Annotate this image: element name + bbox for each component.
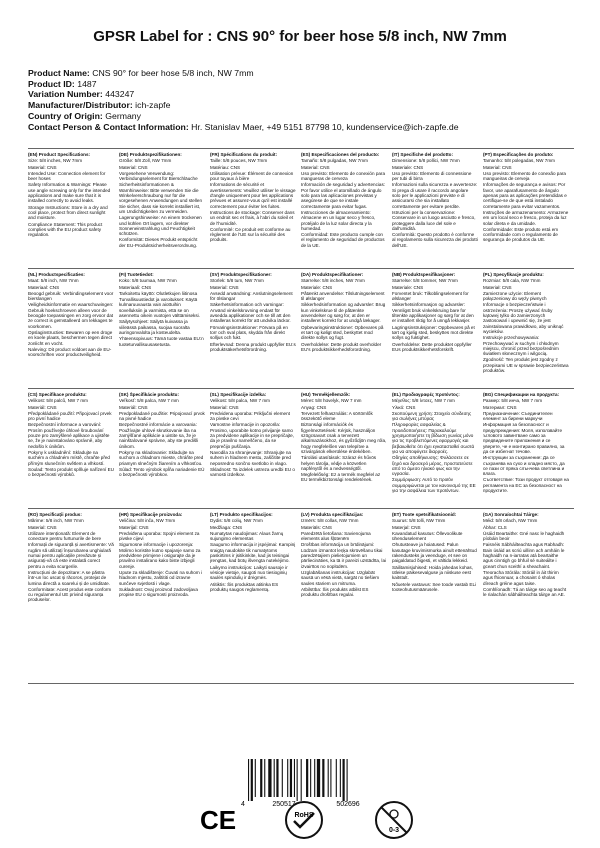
spec-line: Material: CNS [210,404,239,410]
spec-line: Compliance Statement: This product complies with the EU product safety regulation. [28,221,103,238]
spec-line: Efterlevnad: Denna produkt uppfyller EU:s produktsäkerhetsförordning. [210,341,296,352]
barcode-bar [294,759,295,797]
spec-line: Säilytysohjeet: Säilytä kuivassa ja viileässä paikassa, suojaa suoralta auringonvalolta ja kosteudelta. [119,319,190,335]
spec-cell [210,512,296,684]
spec-line: Съответствие: Този продукт отговаря на регламента на ЕС за безопасност на продуктите. [483,477,569,494]
barcode-right-digits: 502696 [336,801,360,807]
spec-line: Předpokládané použití: Připojovací prvek pro pivní hadice [28,410,112,422]
spec-line: Ábhar: CLS [483,524,507,530]
barcode-bar [322,759,324,797]
spec-line: Opbevaringsinstruktioner: Opbevares på et tørt og køligt sted, beskyttet mod direkte sollys og fugt. [301,324,384,341]
spec-line: Veličina: 5/8 inča, NW 7mm [119,518,176,524]
spec-band [28,268,574,388]
page-title: GPSR Label for : CNS 90° for beer hose 5/8 inch, NW 7mm [93,28,507,45]
spec-line: Sigurnosne informacije i upozorenja: Molimo koristite kutno spajanje samo za predviđene primjene i osigurajte da je pravilno instalirano kako biste izbjegli curenje. [119,542,201,569]
spec-heading: (DE) Produktspezifikationen: [119,152,182,157]
spec-cell [301,392,387,508]
barcode-bar [276,759,278,797]
spec-line: Intended Use: Connection element for beer hoses [28,170,106,182]
spec-line: Predviđena uporaba: Spojni element za pivske cijevi [119,530,200,542]
spec-line: Storlek: 5/8 tum, NW 7mm [210,278,264,284]
info-product-id: Product ID: 1487 [28,78,97,89]
spec-line: Material: CNS [119,164,148,170]
spec-line: Materiál: CNS [28,404,57,410]
spec-line: Uso previsto: Elemento de conexión para mangueras de cerveza [301,170,386,182]
spec-line: Naleving: Dit product voldoet aan de EU-voorschriften voor productveiligheid. [28,346,112,358]
spec-line: Sikkerhedsinformation og advarsler: Brug kun vinkelskrue til de påtænkte anvendelser og sørg for, at den er installeret korrekt for at undgå lækager. [301,302,386,324]
spec-heading: (CS) Specifikace produktu: [28,392,87,397]
spec-line: Opslaginstructies: Bewaren op een droge en koele plaats, beschermen tegen direct zonlicht en vocht. [28,329,113,346]
spec-line: Material: CNS [28,524,57,530]
spec-line: Konformität: Dieses Produkt entspricht der EU-Produktsicherheitsverordnung. [119,237,198,248]
spec-line: Koko: 5/8 tuumaa, NW 7mm [119,278,177,284]
spec-heading: (IT) Specifiche del prodotto: [392,152,453,157]
spec-line: Påtænkt anvendelse: Tilslutningselement til ølslanger [301,290,385,302]
spec-line: Instrukcje przechowywania: Przechowywać w suchym i chłodnym miejscu, chronić przed bezpośrednim światłem słonecznym i wilgocią. [483,335,559,357]
spec-cell [28,512,114,684]
spec-line: Tamanho: 5/8 polegadas, NW 7mm [483,158,556,164]
svg-text:RoHS: RoHS [294,812,314,819]
spec-cell [210,152,296,268]
spec-heading: (RO) Specificații produs: [28,512,82,517]
spec-line: Megfelelőség: Ez a termék megfelel az EU termékbiztonsági rendeletének. [301,472,381,483]
spec-line: Dydis: 5/8 colių, NW 7mm [210,518,263,524]
spec-line: Laikymo instrukcijos: Laikyti sausoje ir vėsioje vietoje, saugoti nuo tiesioginių saulės spindulių ir drėgmės. [210,564,288,581]
spec-line: Lagerungshinweise: An einem trockenen und kühlen Ort lagern, vor direkter Sonneneinstrahlung und Feuchtigkeit schützen. [119,215,202,237]
spec-line: Materiál: CNS [119,404,148,410]
spec-line: Soulad: Tento produkt splňuje nařízení EU o bezpečnosti výrobků. [28,466,114,478]
spec-line: Materiaali: CNS [119,284,152,290]
spec-line: Taille: 5/8 pouces, NW 7mm [210,158,268,164]
svg-text:CE: CE [199,805,237,835]
spec-line: Sukladnost: Ovaj proizvod zadovoljava propise EU o sigurnosti proizvoda. [119,586,198,598]
barcode-bar [282,759,283,797]
spec-line: Navodila za shranjevanje: Shranjujte na suhem in hladnem mestu, zaščitite pred neposredno sončno svetlobo in vlago. [210,449,291,466]
spec-line: Pokyny k uskladnění: Skladujte na suchém a chladném místě, chraňte před přímým slunečním světlem a vlhkostí. [28,449,110,466]
spec-heading: (GA) Sonraíochtaí Táirge: [483,512,539,517]
barcode-bar [328,759,329,797]
spec-line: Zgodność: Ten produkt jest zgodny z przepisami UE w sprawie bezpieczeństwa produktów. [483,357,569,374]
ce-mark-icon [198,800,238,840]
spec-line: Dimensione: 5/8 pollici, NW 7mm [392,158,460,164]
spec-line: Materiał: CNS [483,284,512,290]
spec-heading: (PT) Especificações do produto: [483,152,554,157]
svg-text:0-3: 0-3 [388,827,400,834]
spec-line: Säilitamisjuhised: Hoida jahedas kohas, ütleise päikesevalguse ja niiskuse eest kaitstult. [392,564,473,581]
spec-line: Turvallisuustiedot ja varoitukset: Käytä kulmaruuvausta vain aiottuihin sovelluksiin ja varmista, että se on asennettu oikein vuotojen välttämiseksi. [119,297,200,319]
spec-line: Materjal: CNS [392,524,421,530]
spec-line: Suurus: 5/8 tolli, NW 7mm [392,518,446,524]
spec-line: Faisnéis Sábháilteachta agus Rabhadh: Bain úsáid as scriú uillinn ach amháin le haghaidh na n-iarratas atá beartaithe agus cinntigh go bhfuil sé suiteáilte i gceart chun sceithí a sheachaint. [483,542,565,569]
spec-line: Velikost: 5/8 palců, NW 7 mm [28,398,88,404]
barcode-lead-digit: 4 [241,801,245,807]
spec-line: Méret: 5/8 hüvelyk, NW 7 mm [301,398,362,404]
spec-cell [392,392,478,508]
spec-line: Size: 5/8 inches, NW 7mm [28,158,83,164]
product-info [28,68,588,132]
spec-cell [392,272,478,388]
info-product-name: Product Name: CNS 90° for beer hose 5/8 inch, NW 7mm [28,68,254,78]
barcode-bar [248,759,249,801]
spec-line: Maat: 5/8 inch, NW 7mm [28,278,79,284]
spec-line: Materiāls: CNS [301,524,332,530]
spec-cell [392,512,478,684]
barcode-bar [260,759,262,797]
spec-line: Istruzioni per la conservazione: Conservare in un luogo asciutto e fresco, proteggere dalla luce del sole e dall'umidità. [392,209,476,231]
info-manufacturer: Manufacturer/Distributor: ich-zapfe [28,100,171,111]
spec-line: Materijal: CNS [119,524,149,530]
spec-band [28,148,574,268]
barcode-left-digits: 250517 [272,801,296,807]
barcode-bar [255,759,256,797]
spec-line: Bezpečnostní informace a varování: Prosím používejte úhlové šroubování pouze pro zamýšlené aplikace a ujistěte se, že je nainstalováno správně, aby nedošlo k únikům. [28,422,110,449]
spec-heading: (EN) Product Specifications: [28,152,91,157]
spec-line: Veľkosť: 5/8 palca, NW 7 mm [119,398,179,404]
compliance-marks [198,800,428,844]
spec-line: Información de seguridad y advertencias: Por favor utilice el atornillado de ángulo solo para las aplicaciones previstas y asegúrese de que se instale correctamente para evitar fugas. [301,182,386,209]
spec-heading: (LT) Produkto specifikacijos: [210,512,273,517]
spec-line: Treoracha Stórála: Stóráil in áit thirim agus fhionnuar, a chosaint ó sholas díreach gréine agus taise. [483,569,559,586]
spec-heading: (ES) Especificaciones del producto: [301,152,380,157]
barcode-bar [330,759,331,797]
barcode-bar [290,759,292,797]
spec-line: Instrucțiuni de depozitare: A se păstra într-un loc uscat și răcoros, protejat de lumina directă a soarelui și de umiditate. [28,569,110,586]
spec-heading: (SK) Špecifikácie produktu: [119,392,179,397]
spec-line: Μέγεθος: 5/8 ίντσες, NW 7 mm [392,398,455,404]
spec-line: Utilizare intenționată: Element de conectare pentru furtunurile de bere [28,530,102,542]
spec-line: Pokyny na skladovanie: Skladujte na suchom a chladnom mieste, chráňte pred priamym slnečným žiarením a vlhkosťou. [119,449,204,466]
spec-cell [28,152,114,268]
spec-line: Säkerhetsinformation och varningar: Använd vinkelskruvning endast för avsedda applikationer och se till att den installeras korrekt för att undvika läckor. [210,302,291,324]
spec-line: Материал: CNS [483,404,517,410]
spec-line: Conformità: Questo prodotto è conforme al regolamento sulla sicurezza dei prodotti dell'UE. [392,232,478,248]
spec-line: Súlad: Tento výrobok spĺňa nariadenie EÚ o bezpečnosti výrobkov. [119,466,205,478]
spec-line: Tarkoitettu käyttö: Olutletkujen liitinosa [119,290,198,296]
spec-line: Conformitate: Acest produs este conform cu regulamentul UE privind siguranța produselor. [28,586,112,603]
spec-line: Matériau: CNS [210,164,241,170]
spec-heading: (NL) Productspecificaties: [28,272,85,277]
spec-line: Material: CNS [301,164,330,170]
spec-line: Informações de segurança e avisos: Por favor, use aparafusamento de ângulo apenas para as aplicações pretendidas e certifique-se de que está instalado corretamente para evitar vazamentos. [483,182,567,209]
spec-line: Tárolási utasítások: Száraz és hűvös helyen tárolja, védje a közvetlen napfénytől és a nedvességtől. [301,455,377,471]
spec-line: Sicherheitsinformationen & Warnhinweise: Bitte verwenden Sie die Winkelverschraubung nur für die vorgesehenen Anwendungen und stellen Sie sicher, dass sie korrekt installiert ist, um Undichtigkeiten zu vermeiden. [119,182,203,214]
spec-band [28,508,574,684]
spec-cell [483,152,569,268]
spec-line: Comhlíonadh: Tá an táirge seo ag teacht le rialachán sábháilteachta táirge an AE. [483,586,567,598]
barcode-bar [264,759,265,797]
spec-cell [301,512,387,684]
spec-line: Υλικό: CNS [392,404,416,410]
spec-line: Förvaringsinstruktioner: Förvara på en torr och sval plats, skydda från direkt solljus och fukt. [210,324,288,341]
barcode-bar [310,759,311,797]
spec-line: Safety Information & Warnings: Please use angle screwing only for the intended applications and make sure that it is installed correctly to avoid leaks. [28,182,111,204]
spec-line: Uso previsto: Elemento di connessione per tubi di birra [392,170,472,182]
spec-line: Ohutusteave ja hoiatused: Palun kasutage kruvimismurka ainult ettenähtud rakendusteks ja veenduge, et see on paigaldatud õigesti, et vältida lekkeid. [392,542,477,564]
spec-cell [210,392,296,508]
spec-line: Instrucciones de almacenamiento: Almacene en un lugar seco y fresco, protéjalo de la luz solar directa y la humedad. [301,209,376,231]
spec-line: Tervezett felhasználás: A sörtömlők összekötő eleme [301,410,373,422]
spec-line: Materiale: CNS [392,284,424,290]
spec-heading: (HU) Termékjellemzők: [301,392,351,397]
barcode-bar [297,759,298,801]
spec-heading: (ET) Toote spetsifikatsioonid: [392,512,457,517]
spec-line: Συμμόρφωση: Αυτό το προϊόν συμμορφώνεται με τον κανονισμό της ΕΕ για την ασφάλεια των προϊόντων. [392,477,476,494]
spec-line: Οδηγίες αποθήκευσης: Φυλάσσετε σε ξηρό και δροσερό μέρος, προστατεύστε από το άμεσο ηλιακό φως και την υγρασία. [392,455,473,477]
spec-line: Varnostne informacije in opozorila: Prosimo, uporabite kotno privijanje samo za predvidene aplikacije in se prepričajte, da je pravilno nameščeno, da se preprečijo puščanja. [210,422,295,449]
spec-line: Úsáid Beartaithe: Gné nasc le haghaidh píobáin beoir [483,530,565,542]
spec-line: Materiaal: CNS [28,284,60,290]
spec-line: Предназначение: Съединителен елемент за бирени маркучи [483,410,553,422]
spec-cell [119,392,205,508]
spec-line: Lagringsinstruksjoner: Oppbevares på et tørt og kjølig sted, beskyttes mot direkte sollys og fuktighet. [392,324,475,341]
barcode-bar [314,759,315,797]
spec-line: Informations de sécurité et avertissements: Veuillez utiliser le vissage d'angle uniquement pour les applications prévues et assurez-vous qu'il est installé correctement pour éviter les fuites. [210,182,296,209]
spec-line: Nõuetele vastavus: See toode vastab ELi tooteohutusmäärusele. [392,581,477,592]
barcode-bar [343,759,345,801]
spec-line: Vorgesehene Verwendung: Verbindungselement für Bierschläuche [119,170,198,182]
spec-grid [28,148,574,684]
spec-line: Avsedd användning: Anslutningselement för ölslangar [210,290,293,302]
spec-line: Skladnost: Ta izdelek ustreza uredbi EU o varnosti izdelkov. [210,466,295,478]
spec-cell [483,392,569,508]
spec-cell [119,512,205,684]
spec-line: Atitiktis: Šis produktas atitinka ES produktų saugos reglamentą. [210,581,279,592]
spec-line: Instructions de stockage: Conserver dans un endroit sec et frais, à l'abri du soleil et de l'humidité. [210,209,295,226]
spec-line: Anyag: CNS [301,404,327,410]
spec-line: Kavandatud kasutus: Õllevoolikute ühenduselement [392,530,463,542]
spec-line: Tamaño: 5/8 pulgadas, NW 7mm [301,158,368,164]
spec-line: Veiligheidsinformatie en waarschuwingen: Gebruik hoekschroeven alleen voor de beoogde toepassingen en zorg ervoor dat ze correct is geïnstalleerd om lekkages te voorkomen. [28,302,114,329]
spec-line: Rozmiar: 5/8 cala, NW 7mm [483,278,541,284]
spec-line: Forventet bruk: Tilkoblingselement for ølslanger [392,290,469,302]
spec-line: Upute za skladištenje: Čuvati na suhom i hladnom mjestu, zaštititi od izravne sunčeve svjetlosti i vlage. [119,569,202,586]
spec-heading: (FR) Spécifications du produit: [210,152,278,157]
spec-line: Utilisation prévue: Élément de connexion pour tuyaux à bière [210,170,294,182]
spec-line: Размер: 5/8 инча, NW 7 mm [483,398,543,404]
spec-line: Informacje o bezpieczeństwie i ostrzeżenia: Proszę używać śruby kątowej tylko do zamierzonych zastosowań i upewnić się, że jest zainstalowana prawidłowo, aby uniknąć wycieków. [483,302,564,334]
barcode-bar [347,759,348,801]
spec-line: Predpokladané použitie: Pripojovací prvok na pivné hadice [119,410,205,422]
spec-line: Materiale: CNS [392,164,424,170]
spec-line: Paredzētā lietošana: Savienojuma elements alus šļūtenēm [301,530,371,542]
spec-line: Størrelse: 5/8 inches, NW 7mm [301,278,365,284]
spec-line: Mărime: 5/8 inch, NW 7mm [28,518,84,524]
barcode-bar [317,759,320,797]
spec-line: Størrelse: 5/8 tommer, NW 7mm [392,278,458,284]
spec-line: Σκοπούμενη χρήση: Στοιχείο σύνδεσης για σωλήνες μπύρας [392,410,472,422]
spec-cell [483,272,569,388]
spec-line: Informazioni sulla sicurezza e avvertenze: Si prega di usare il raccordo angolare solo per le applicazioni previste e di assicurarsi che sia installato correttamente per evitare perdite. [392,182,478,209]
barcode-bar [301,759,302,801]
spec-cell [301,152,387,268]
age-warning-icon [374,800,414,840]
spec-cell [392,152,478,268]
spec-line: Overholdelse: Dette produkt overholder EU's produktsikkerhedsforordning. [301,341,382,352]
barcode-bar [336,759,337,797]
spec-line: Conformidade: Este produto está em conformidade com o regulamento de segurança de produtos da UE. [483,226,559,243]
spec-heading: (BG) Спецификации на продукта: [483,392,560,397]
spec-line: Velikost: 5/8 palca, NW 7 mm [210,398,270,404]
spec-heading: (NB) Produktspesifikasjoner: [392,272,456,277]
spec-heading: (HR) Specifikacije proizvoda: [119,512,183,517]
spec-line: Bezpečnostné informácie a varovania: Používajte uhlové skrutkovanie iba na zamýšľané aplikácie a uistite sa, že je nainštalované správne, aby ste predišli únikom. [119,422,199,449]
spec-cell [119,272,205,388]
spec-line: Material: CNS [483,164,512,170]
spec-heading: (SV) Produktspecifikationer: [210,272,272,277]
barcode-bar [274,759,275,797]
spec-heading: (EL) Προδιαγραφές προϊόντος: [392,392,460,397]
spec-heading: (FI) Tuotetiedot: [119,272,154,277]
spec-line: Medžiaga: CNS [210,524,243,530]
spec-line: Conformité: Ce produit est conforme au règlement de l'UE sur la sécurité des produits. [210,226,291,243]
spec-line: Storage Instructions: Store in a dry and cool place, protect from direct sunlight and moisture. [28,204,108,221]
spec-line: Uso previsto: Elemento de conexão para mangueiras de cerveja [483,170,566,182]
spec-line: Numatytas naudojimas: Alaus žarnų sujungimo elementas [210,530,284,542]
spec-line: Materiale: CNS [301,284,333,290]
spec-band [28,388,574,508]
spec-heading: (PL) Specyfikacje produktu: [483,272,544,277]
spec-line: Conformidad: Este producto cumple con el reglamento de seguridad de productos de la UE. [301,232,385,248]
barcode-bar [287,759,288,797]
spec-line: Uzglabāšanas instrukcijas: Uzglabāt sausā un vēsā vietā, sargāt no tiešiem saules stariem un mitruma. [301,569,380,586]
spec-cell [483,512,569,684]
spec-line: Instruções de armazenamento: Armazene em um local seco e fresco, proteja da luz solar direta e da umidade. [483,209,569,226]
spec-line: Zamierzone użycie: Element połączeniowy do węży piwnych [483,290,547,302]
spec-line: Saugumo informacija ir įspėjimai: Kampinį sraigtą naudokite tik numatytoms paskirtims ir įsitikinkite, kad jis teisingai įrengtas, kad būtų išvengta nutekėjimo. [210,542,296,564]
spec-cell [28,272,114,388]
spec-line: Größe: 5/8 Zoll, NW 7mm [119,158,172,164]
info-contact: Contact Person & Contact Information: Hr. Stanislav Maer, +49 5151 87798 10, kundenservice@ich-zapfe.de [28,121,459,132]
barcode-bar [306,759,308,797]
barcode-bar [251,759,253,801]
spec-line: Predvidena uporaba: Priključni element za pivske cevi [210,410,290,422]
spec-line: Material: CNS [28,164,57,170]
spec-cell [210,272,296,388]
spec-heading: (SL) Specifikacije izdelka: [210,392,267,397]
spec-cell [119,152,205,268]
spec-line: Beoogd gebruik: Verbindingselement voor bierslangen [28,290,114,302]
barcode-bar [340,759,341,797]
barcode-bar [268,759,271,797]
spec-line: Информация за безопасност и предупреждения: Моля, използвайте ъгловото завинтване само за предвидените приложения и се уверете, че е монтирано правилно, за да се избегнат течове. [483,422,565,454]
spec-line: Méid: 5/8 orlach, NW 7mm [483,518,538,524]
spec-line: Biztonsági információk és figyelmeztetések: Kérjük, használjon szögcsavart csak a tervezett alkalmazásokhoz, és győződjön meg róla, hogy megfelelően van telepítve a szivárgások elkerülése érdekében. [301,422,387,454]
spec-line: Sikkerhetsinformasjon og advarsler: Vennligst bruk vinkelskruing bare for tiltenkte applikasjoner og sørg for at den er installert riktig for å unngå lekkasjer. [392,302,474,324]
spec-line: Informații de siguranță și avertismente: Vă rugăm să utilizați înșurubarea unghiulară numai pentru aplicațiile prevăzute și asigurați-vă că este instalată corect pentru a evita scurgerile. [28,542,114,569]
spec-line: Izmērs: 5/8 collas, NW 7mm [301,518,359,524]
spec-line: Material: CNS [210,284,239,290]
spec-heading: (DA) Produktspecifikationer: [301,272,364,277]
rohs-mark-icon [284,800,324,840]
spec-line: Overholdelse: Dette produktet oppfyller EUs produktsikkerhetsforskrift. [392,341,472,352]
spec-line: Πληροφορίες ασφαλείας & προειδοποιήσεις: Παρακαλούμε χρησιμοποιήστε τη βίδωση γωνίας μόνο για τις προβλεπόμενες εφαρμογές και βεβαιωθείτε ότι έχει εγκατασταθεί σωστά για να αποφύγετε διαρροές. [392,422,475,454]
spec-line: Инструкции за съхранение: Да се съхранява на сухо и хладно място, да се пази от пряка слънчева светлина и влага. [483,455,565,477]
spec-line: Atbilstība: Šis produkts atbilst ES produktu drošības regulai. [301,586,369,598]
info-country: Country of Origin: Germany [28,110,141,121]
spec-line: Yhteensopivuus: Tämä tuote vastaa EU:n tuoteturvallisuusasetusta. [119,336,204,347]
spec-cell [301,272,387,388]
spec-line: Drošības informācija un brīdinājumi: Lūdzam izmantot leņķa skrūvēšanu tikai paredzētajiem pielietojumiem un pārliecināties, ka tā ir pareizi uzstādīta, lai izvairītos no noplūdēm. [301,542,387,569]
spec-cell [28,392,114,508]
info-variation-number: Variation Number: 443247 [28,89,135,100]
spec-heading: (LV) Produkta specifikācijas: [301,512,364,517]
